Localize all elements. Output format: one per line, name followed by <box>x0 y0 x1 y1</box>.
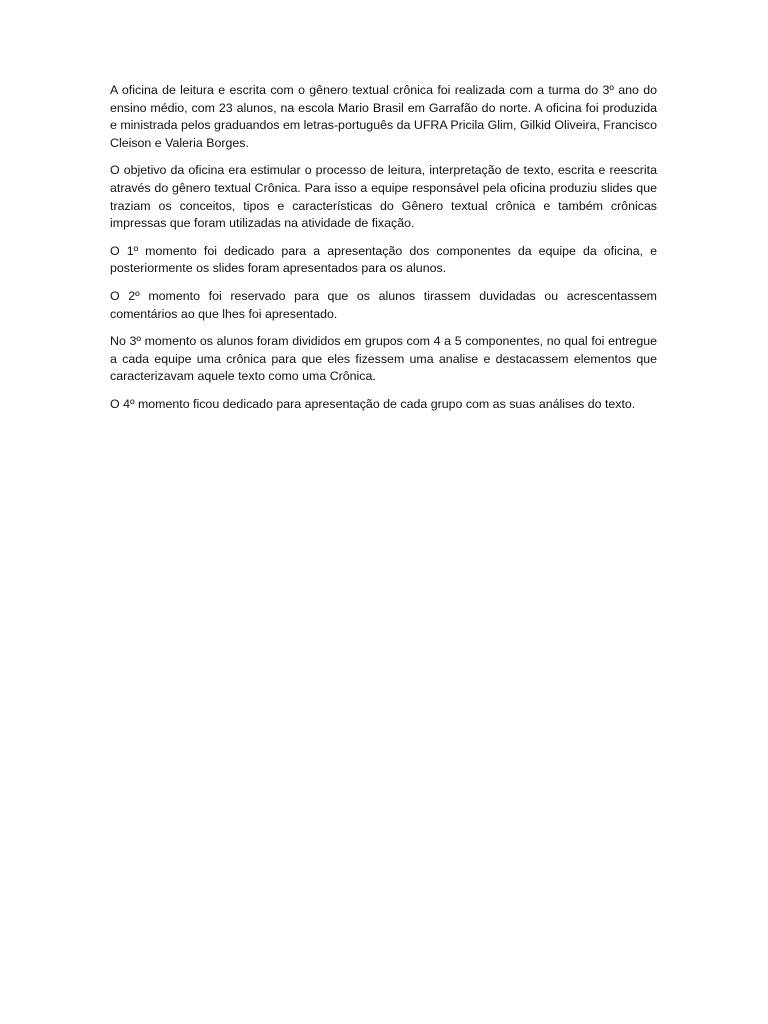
paragraph-objective: O objetivo da oficina era estimular o processo de leitura, interpretação de texto, escrita e reescrita através do gênero textual Crônica. Para isso a equipe responsável pela oficina produziu slides que traziam os conceitos, tipos e características do Gênero textual crônica e também crônicas impressas que foram utilizadas na atividade de fixação. <box>110 163 657 231</box>
paragraph-third-moment: No 3º momento os alunos foram divididos em grupos com 4 a 5 componentes, no qual foi entregue a cada equipe uma crônica para que eles fizessem uma analise e destacassem elementos que caracterizavam aquele texto como uma Crônica. <box>110 334 657 384</box>
paragraph-second-moment: O 2º momento foi reservado para que os alunos tirassem duvidadas ou acrescentassem comentários ao que lhes foi apresentado. <box>110 288 657 321</box>
paragraph-fourth-moment: O 4º momento ficou dedicado para apresentação de cada grupo com as suas análises do texto. <box>110 396 636 411</box>
paragraph-first-moment: O 1º momento foi dedicado para a apresentação dos componentes da equipe da oficina, e posteriormente os slides foram apresentados para os alunos. <box>110 243 657 276</box>
paragraph-introduction: A oficina de leitura e escrita com o gênero textual crônica foi realizada com a turma do 3º ano do ensino médio, com 23 alunos, na escola Mario Brasil em Garrafão do norte. A oficina foi produzida e ministrada pelos graduandos em letras-português da UFRA Pricila Glim, Gilkid Oliveira, Francisco Cleison e Valeria Borges. <box>110 83 657 150</box>
document-body <box>110 82 657 424</box>
